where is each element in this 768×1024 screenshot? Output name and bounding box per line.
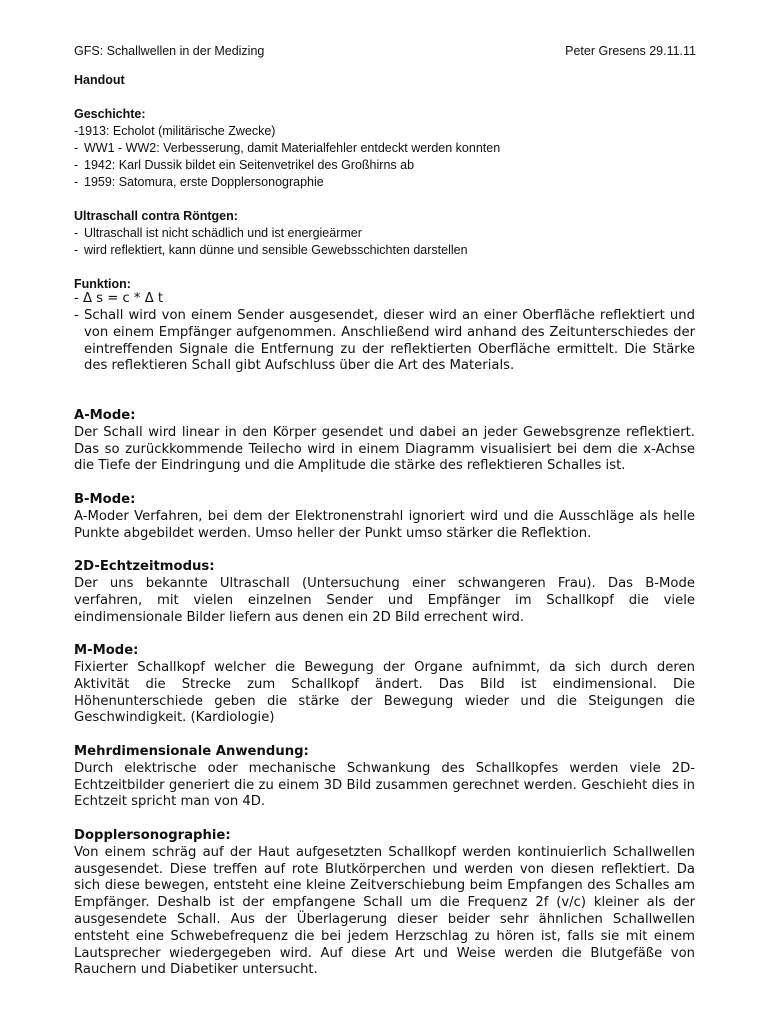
- section-text: Der Schall wird linear in den Körper gesendet und dabei an jeder Gewebsgrenze reflektiert. Das so zurückkommende Teilecho wird in einem Diagramm visualisiert bei dem die x-Achse die Tiefe der Eindringung und die Amplitude die stärke des reflektieren Schalles ist.: [74, 424, 695, 474]
- funktion-heading: Funktion:: [74, 277, 131, 291]
- section-heading: A-Mode:: [74, 408, 136, 423]
- section-mehrdimensional: [74, 744, 695, 811]
- section-heading: Dopplersonographie:: [74, 827, 231, 843]
- section-a-mode: [74, 408, 695, 475]
- geschichte-heading: Geschichte:: [74, 107, 146, 121]
- section-text: Von einem schräg auf der Haut aufgesetzten Schallkopf werden kontinuierlich Schallwellen ausgesendet. Diese treffen auf rote Blutkörperchen und werden von diesen reflektiert. Da sich diese bewegen, entsteht eine kleine Zeitverschiebung beim Empfangen des Schalles am Empfänger. Deshalb ist der empfangene Schall um die Frequenz 2f (v/c) kleiner als der ausgesendete Schall. Aus der Überlagerung dieser beider sehr ähnlichen Schallwellen entsteht eine Schwebefrequenz die bei jedem Herzschlag zu hören ist, falls sie mit einem Lautsprecher wiedergegeben wird. Auf diese Art und Weise werden die Blutgefäße von Rauchern und Diabetiker untersucht.: [74, 844, 695, 978]
- document-page: GFS: Schallwellen in der Medizing Peter Gresens 29.11.11 Handout Geschichte: -1913: Echolot (militärische Zwecke) - WW1 - WW2: Verbesserung, damit Materialfehler entdeckt werden konnten - 1942: Karl Dussik bildet ein Seitenvetrikel des Großhirns ab - 1959: Satomura, erste Dopplersonographie Ultraschall contra Röntgen: - Ultraschall ist nicht schädlich und ist energieärmer - wird reflektiert, kann dünne und sensible Gewebsschichten darstellen Funktion: - Δ s = c * Δ t - Schall wird von einem Sender ausgesendet, dieser wird an einer Oberfläche reflektiert und von einem Empfänger aufgenommen. Anschließend wird anhand des Zeitunterschiedes der eintreffenden Signale die Entfernung zu der reflektierten Oberfläche ermittelt. Die Stärke des reflektieren Schall gibt Aufschluss über die Art des Materials. A-Mode: Der Schall wird linear in den Körper gesendet und dabei an jeder Gewebsgrenze reflektiert. Das so zurückkommende Teilecho wird in einem Diagramm visualisiert bei dem die x-Achse die Tiefe der Eindringung und die Amplitude die stärke des reflektieren Schalles ist. B-Mode: A-Moder Verfahren, bei dem der Elektronenstrahl ignoriert wird und die Ausschläge als helle Punkte abgebildet werden. Umso heller der Punkt umso stärker die Reflektion. 2D-Echtzeitmodus: Der uns bekannte Ultraschall (Untersuchung einer schwangeren Frau). Das B-Mode verfahren, mit vielen einzelnen Sender und Empfänger im Schallkopf die viele eindimensionale Bilder liefern aus denen ein 2D Bild errechent wird. M-Mode: Fixierter Schallkopf welcher die Bewegung der Organe aufnimmt, da sich durch deren Aktivität die Strecke zum Schallkopf ändert. Das Bild ist eindimensional. Die Höhenunterschiede geben die stärke der Bewegung wieder und die Steigungen die Geschwindigkeit. (Kardiologie) Mehrdimensionale Anwendung: Durch elektrische oder mechanische Schwankung des Schallkopfes werden viele 2D-Echtzeitbilder generiert die zu einem 3D Bild zusammen gerechnet werden. Geschieht dies in Echtzeit spricht man von 4D. Dopplersonographie: Von einem schräg auf der Haut aufgesetzten Schallkopf werden kontinuierlich Schallwellen ausgesendet. Diese treffen auf rote Blutkörperchen und werden von diesen reflektiert. Da sich diese bewegen, entsteht eine kleine Zeitverschiebung beim Empfangen des Schalles am Empfänger. Deshalb ist der empfangene Schall um die Frequenz 2f (v/c) kleiner als der ausgesendete Schall. Aus der Überlagerung dieser beider sehr ähnlichen Schallwellen entsteht eine Schwebefrequenz die bei jedem Herzschlag zu hören ist, falls sie mit einem Lautsprecher wiedergegeben wird. Auf diese Art und Weise werden die Blutgefäße von Rauchern und Diabetiker untersucht.: [74, 44, 696, 978]
- top-section: [74, 72, 694, 293]
- section-m-mode: [74, 643, 695, 727]
- list-item: - WW1 - WW2: Verbesserung, damit Materialfehler entdeckt werden konnten: [74, 141, 501, 155]
- section-text: Fixierter Schallkopf welcher die Bewegung der Organe aufnimmt, da sich durch deren Aktivität die Strecke zum Schallkopf ändert. Das Bild ist eindimensional. Die Höhenunterschiede geben die stärke der Bewegung wieder und die Steigungen die Geschwindigkeit. (Kardiologie): [74, 659, 695, 726]
- section-text: A-Moder Verfahren, bei dem der Elektronenstrahl ignoriert wird und die Ausschläge als helle Punkte abgebildet werden. Umso heller der Punkt umso stärker die Reflektion.: [74, 508, 695, 541]
- list-item: - 1959: Satomura, erste Dopplersonographie: [74, 175, 324, 189]
- list-item: - Ultraschall ist nicht schädlich und ist energieärmer: [74, 226, 362, 240]
- section-b-mode: [74, 492, 695, 542]
- section-text: Der uns bekannte Ultraschall (Untersuchung einer schwangeren Frau). Das B-Mode verfahren, mit vielen einzelnen Sender und Empfänger im Schallkopf die viele eindimensionale Bilder liefern aus denen ein 2D Bild errechent wird.: [74, 575, 695, 625]
- body-sections: [74, 408, 695, 979]
- handout-title: Handout: [74, 73, 125, 87]
- header-title: GFS: Schallwellen in der Medizing: [74, 44, 265, 58]
- section-heading: 2D-Echtzeitmodus:: [74, 559, 215, 575]
- section-doppler: [74, 828, 695, 979]
- ultraschall-heading: Ultraschall contra Röntgen:: [74, 209, 238, 223]
- section-text: Durch elektrische oder mechanische Schwankung des Schallkopfes werden viele 2D-Echtzeitbilder generiert die zu einem 3D Bild zusammen gerechnet werden. Geschieht dies in Echtzeit spricht man von 4D.: [74, 760, 695, 810]
- page-header: [74, 44, 696, 62]
- list-item: - wird reflektiert, kann dünne und sensible Gewebsschichten darstellen: [74, 243, 468, 257]
- header-author-date: Peter Gresens 29.11.11: [565, 44, 696, 58]
- section-2d-echtzeit: [74, 559, 695, 626]
- section-heading: B-Mode:: [74, 491, 136, 507]
- funktion-text: Schall wird von einem Sender ausgesendet, dieser wird an einer Oberfläche reflektiert und von einem Empfänger aufgenommen. Anschließend wird anhand des Zeitunterschiedes der eintreffenden Signale die Entfernung zu der reflektierten Oberfläche ermittelt. Die Stärke des reflektieren Schall gibt Aufschluss über die Art des Materials.: [84, 308, 695, 374]
- section-heading: Mehrdimensionale Anwendung:: [74, 743, 309, 759]
- section-heading: M-Mode:: [74, 643, 139, 659]
- funktion-formula: - Δ s = c * Δ t: [74, 291, 164, 306]
- list-item: - 1942: Karl Dussik bildet ein Seitenvetrikel des Großhirns ab: [74, 158, 415, 172]
- list-item: -1913: Echolot (militärische Zwecke): [74, 124, 276, 138]
